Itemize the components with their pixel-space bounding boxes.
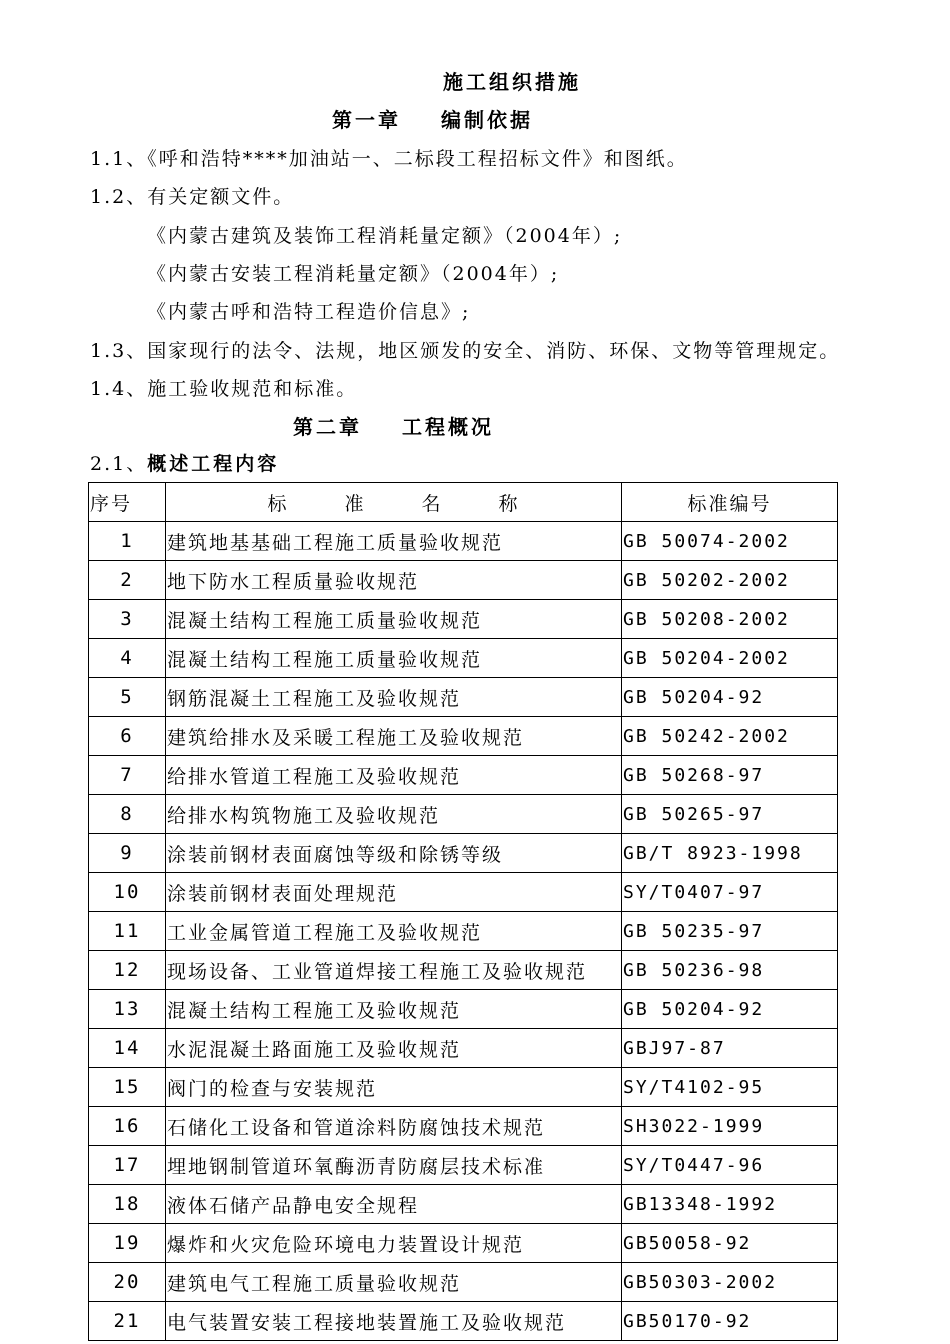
row-standard-name: 工业金属管道工程施工及验收规范 [166,912,622,951]
table-row [89,951,838,990]
quota-item-3: 《内蒙古呼和浩特工程造价信息》; [147,301,471,323]
row-standard-name: 地下防水工程质量验收规范 [166,561,622,600]
row-index: 12 [89,951,166,990]
header-name-char: 标 [267,492,289,515]
row-index: 19 [89,1224,166,1263]
row-index: 9 [89,834,166,873]
header-name [166,483,622,522]
row-standard-code: GB/T 8923-1998 [622,834,838,873]
header-name-char: 称 [498,492,520,515]
row-index: 11 [89,912,166,951]
row-standard-name: 给排水管道工程施工及验收规范 [166,756,622,795]
table-row [89,1224,838,1263]
row-standard-name: 电气装置安装工程接地装置施工及验收规范 [166,1302,622,1341]
row-standard-code: GB 50235-97 [622,912,838,951]
document-title: 施工组织措施 [443,70,581,94]
row-standard-code: GB13348-1992 [622,1185,838,1224]
row-standard-code: SH3022-1999 [622,1107,838,1146]
quota-item-1: 《内蒙古建筑及装饰工程消耗量定额》（2004年）; [147,225,623,247]
row-standard-code: GB 50268-97 [622,756,838,795]
row-standard-name: 建筑给排水及采暖工程施工及验收规范 [166,717,622,756]
standards-table [88,482,838,1341]
row-standard-code: GB 50204-2002 [622,639,838,678]
row-standard-name: 建筑电气工程施工质量验收规范 [166,1263,622,1302]
table-row [89,912,838,951]
row-standard-code: GB 50204-92 [622,990,838,1029]
row-standard-name: 给排水构筑物施工及验收规范 [166,795,622,834]
row-standard-code: GB50303-2002 [622,1263,838,1302]
row-index: 18 [89,1185,166,1224]
row-standard-name: 涂装前钢材表面腐蚀等级和除锈等级 [166,834,622,873]
row-index: 14 [89,1029,166,1068]
row-standard-name: 水泥混凝土路面施工及验收规范 [166,1029,622,1068]
paragraph-1-2: 1.2、有关定额文件。 [90,186,295,208]
row-standard-code: GB50058-92 [622,1224,838,1263]
row-index: 7 [89,756,166,795]
row-standard-code: GB 50242-2002 [622,717,838,756]
row-standard-name: 现场设备、工业管道焊接工程施工及验收规范 [166,951,622,990]
row-index: 10 [89,873,166,912]
chapter-2-heading [293,415,494,439]
header-name-char: 准 [344,492,366,515]
row-standard-code: GBJ97-87 [622,1029,838,1068]
header-code: 标准编号 [622,483,838,522]
row-standard-code: SY/T0407-97 [622,873,838,912]
row-index: 15 [89,1068,166,1107]
row-index: 21 [89,1302,166,1341]
row-standard-code: SY/T0447-96 [622,1146,838,1185]
table-row [89,678,838,717]
row-index: 17 [89,1146,166,1185]
row-standard-code: GB 50236-98 [622,951,838,990]
table-row [89,1029,838,1068]
row-index: 2 [89,561,166,600]
table-row [89,834,838,873]
table-row [89,600,838,639]
chapter-2-name: 工程概况 [402,415,494,439]
row-index: 8 [89,795,166,834]
row-index: 20 [89,1263,166,1302]
table-row [89,1185,838,1224]
row-standard-name: 涂装前钢材表面处理规范 [166,873,622,912]
quota-item-2: 《内蒙古安装工程消耗量定额》（2004年）; [147,263,560,285]
chapter-1-label: 第一章 [332,108,401,132]
table-row [89,1107,838,1146]
row-standard-name: 钢筋混凝土工程施工及验收规范 [166,678,622,717]
row-index: 5 [89,678,166,717]
chapter-2-label: 第二章 [293,415,362,439]
row-standard-name: 液体石储产品静电安全规程 [166,1185,622,1224]
row-standard-code: SY/T4102-95 [622,1068,838,1107]
section-2-1-title: 概述工程内容 [147,453,280,475]
row-index: 3 [89,600,166,639]
row-standard-name: 混凝土结构工程施工及验收规范 [166,990,622,1029]
paragraph-1-3: 1.3、国家现行的法令、法规，地区颁发的安全、消防、环保、文物等管理规定。 [90,340,841,362]
table-row [89,1146,838,1185]
table-row [89,1263,838,1302]
row-standard-name: 爆炸和火灾危险环境电力装置设计规范 [166,1224,622,1263]
section-2-1-number: 2.1、 [90,453,148,475]
row-standard-code: GB 50265-97 [622,795,838,834]
row-index: 1 [89,522,166,561]
paragraph-1-4: 1.4、施工验收规范和标准。 [90,378,358,400]
row-standard-name: 混凝土结构工程施工质量验收规范 [166,639,622,678]
table-body [89,522,838,1341]
chapter-1-name: 编制依据 [441,108,533,132]
table-row [89,717,838,756]
row-index: 6 [89,717,166,756]
row-standard-code: GB 50208-2002 [622,600,838,639]
row-standard-name: 阀门的检查与安装规范 [166,1068,622,1107]
row-standard-code: GB 50204-92 [622,678,838,717]
row-standard-name: 建筑地基基础工程施工质量验收规范 [166,522,622,561]
row-standard-name: 石储化工设备和管道涂料防腐蚀技术规范 [166,1107,622,1146]
row-index: 4 [89,639,166,678]
chapter-1-heading [332,108,533,132]
table-row [89,795,838,834]
row-standard-code: GB50170-92 [622,1302,838,1341]
table-row [89,873,838,912]
table-row [89,990,838,1029]
table-row [89,522,838,561]
table-row [89,1302,838,1341]
row-standard-name: 混凝土结构工程施工质量验收规范 [166,600,622,639]
row-index: 13 [89,990,166,1029]
header-name-char: 名 [421,492,443,515]
row-standard-name: 埋地钢制管道环氧酶沥青防腐层技术标准 [166,1146,622,1185]
row-standard-code: GB 50202-2002 [622,561,838,600]
paragraph-1-1: 1.1、《呼和浩特****加油站一、二标段工程招标文件》和图纸。 [90,148,688,170]
row-standard-code: GB 50074-2002 [622,522,838,561]
table-row [89,1068,838,1107]
header-index: 序号 [89,483,166,522]
section-2-1-heading [90,452,279,476]
table-row [89,639,838,678]
row-index: 16 [89,1107,166,1146]
table-row [89,561,838,600]
table-row [89,756,838,795]
table-header-row [89,483,838,522]
